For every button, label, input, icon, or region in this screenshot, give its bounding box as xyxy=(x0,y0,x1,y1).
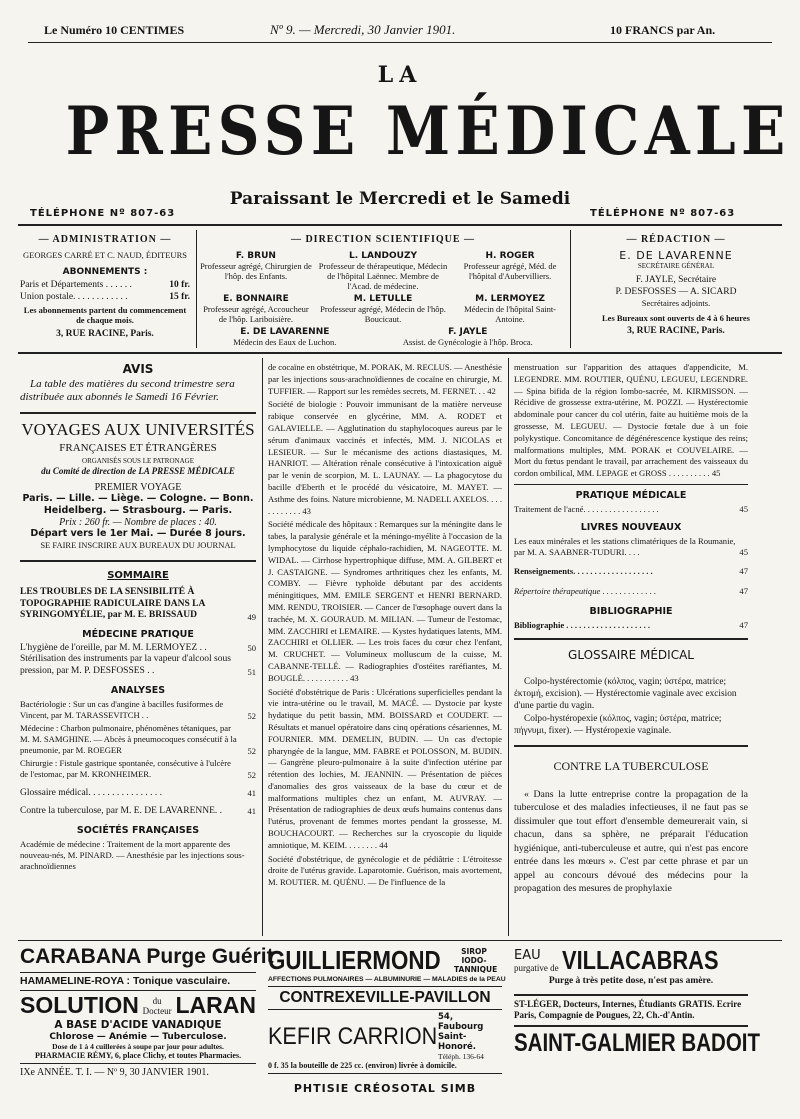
footer-issue: IXe ANNÉE. T. I. — Nº 9, 30 JANVIER 1901. xyxy=(20,1067,209,1078)
avis-text: La table des matières du second trimestre sera distribuée aux abonnés le Samedi 16 Février. xyxy=(20,378,235,403)
redaction-address: 3, RUE RACINE, Paris. xyxy=(627,326,725,336)
redaction-box xyxy=(576,234,776,338)
ad-laran-pharmacie: PHARMACIE RÉMY, 6, place Clichy, et toutes Pharmacies. xyxy=(34,1051,242,1060)
tuberculose-text: « Dans la lutte entreprise contre la propagation de la tuberculose et des maladies infectieuses, il ne faut pas se dissimuler que tout effort d'ensemble demeurerait vain, si chacun, dans sa sphère, ne préparait l'éducation hygiénique, anti-tuberculeuse et autre, qui n'est pas encore entrée dans les mœurs ». C'est par cette phrase et par un appel au concours dévoué des médecins pour la propagation des mesures de prophylaxie xyxy=(514,788,748,895)
abonnements-heading: ABONNEMENTS : xyxy=(62,267,148,277)
voyage-premier: PREMIER VOYAGE xyxy=(94,482,182,493)
administration-editors: GEORGES CARRÉ ET C. NAUD, ÉDITEURS xyxy=(23,250,187,260)
col2-para-4: Société d'obstétrique, de gynécologie et de pédiâtrie : L'étroitesse droite de l'utérus gravide. Laparotomie. Guérison, mais avortement, M. ROUTIER. M. QUÉNU. — De l'influence de la xyxy=(268,853,502,888)
director-lermoyez: M. LERMOYEZ Médecin de l'hôpital Saint-Antoine. xyxy=(464,294,557,324)
repertoire-line: Répertoire thérapeutique . . . . . . . . . . . . . 47 xyxy=(514,585,748,596)
ads-left xyxy=(20,945,274,1078)
voyage-prix: Prix : 260 fr. — Nombre de places : 40. xyxy=(59,517,217,528)
ad-villacabras: EAU purgative de VILLACABRAS xyxy=(514,945,719,975)
redaction-chief-title: SECRÉTAIRE GÉNÉRAL xyxy=(637,262,715,270)
ad-contrexeville: CONTREXEVILLE-PAVILLON xyxy=(279,989,491,1006)
director-roger: H. ROGER Professeur agrégé, Méd. de l'hôpital d'Aubervilliers. xyxy=(463,251,557,281)
glossaire-entry-1: Colpo-hystérectomie (κόλπος, vagin; ὑστέρα, matrice; ἐκτομή, excision). — Hystérectomie vaginale avec excision d'une partie du vagin. xyxy=(514,676,737,711)
ad-hamameline: HAMAMELINE-ROYA : Tonique vasculaire. xyxy=(20,975,231,987)
sommaire-item-4: ANALYSES xyxy=(110,685,166,696)
masthead-title: PRESSE MÉDICALE xyxy=(65,92,791,170)
sommaire-item-10: SOCIÉTÉS FRANÇAISES xyxy=(76,825,200,836)
redaction-chief: E. DE LAVARENNE xyxy=(619,249,733,262)
ad-phtisie: PHTISIE CRÉOSOTAL SIMB xyxy=(293,1082,477,1095)
sommaire-item-0: LES TROUBLES DE LA SENSIBILITÉ À TOPOGRAPHIE RADICULAIRE DANS LA SYRINGOMYÉLIE, par M. E. BRISSAUD 49 xyxy=(20,587,256,622)
redaction-heading: — RÉDACTION — xyxy=(626,234,726,245)
sommaire-heading: SOMMAIRE xyxy=(107,570,169,581)
ad-carabana: CARABANA Purge Guérit xyxy=(20,945,274,968)
sommaire-item-1: MÉDECINE PRATIQUE xyxy=(82,628,194,640)
sommaire-item-8: Glossaire médical. . . . . . . . . . . . . . . . 41 xyxy=(20,788,256,798)
col2-para-1: Société de biologie : Pouvoir immunisant de la matière nerveuse rabique conservée en glycérine, MM. A. RODET et GALAVIELLE. — Agglutination du staphylocoques aureus par le sérum d'animaux vaccinés et infectés, MM. J. NICOLAS et LESIEUR. — Sur le mécanisme des actions diastasiques, M. HANRIOT. — Altération rénale consécutive à l'intoxication aiguë par le venin de scorpion, M. L. LAUNAY. — La phagocytose du bacille d'Eberth et le procédé du vésicatoire, M. MAYET. — Asthme des foins. Nature microbienne, M. NADELL AXELOS. . . . . . . . . . . . 43 xyxy=(268,399,502,516)
bibliographie-line: Bibliographie . . . . . . . . . . . . . . . . . . . . 47 xyxy=(514,619,748,630)
redaction-hours: Les Bureaux sont ouverts de 4 à 6 heures xyxy=(602,313,750,323)
col3-para-1: menstruation sur l'apparition des attaques d'appendicite, M. LEGENDRE. MM. ROUTIER, QUÉNU, LEGUEU, LEGENDRE. — Spina bifida de la région lombo-sacrée, M. KIRMISSON. — Récidive de grossesse extra-utérine, M. POZZI. — Hystérectomie abdominale pour cancer du col utérin, faite au huitième mois de la grossesse, M. LEGUEU. — Dystocie fœtale due à un foie polykystique. Concomitance de dégénérescence kystique des reins; malformations multiples, MM. PORAK et COUVELAIRE. — Mort du fœtus pendant le travail, par arrachement des vaisseaux du cordon ombilical, MM. LEPAGE et GROSS . . . . . . . . . . 45 xyxy=(514,362,748,479)
glossaire-entry-2: Colpo-hystéropexie (κόλπος, vagin; ὑστέρα, matrice; πήγνυμι, fixer). — Hystéropexie vaginale. xyxy=(514,713,722,736)
voyages-subtitle: FRANÇAISES ET ÉTRANGÈRES xyxy=(59,442,217,454)
col2-para-2: Société médicale des hôpitaux : Remarques sur la méningite dans le tabes, la paralysie générale et la méningo-myélite à l'occasion de la lymphocytose du liquide céphalo-rachidien, M. NAGEOTTE. M. WIDAL. — Cirrhose hypertrophique diffuse, MM. A. GILBERT et J. CASTAIGNE. — Syndromes arthritiques chez les enfants, M. COMBY. — Fièvre typhoïde débutant par des accidents méningitiques, MM. EMILE SERGENT et HENRI BERNARD. MM. RENDU, TROISIER. — Cancer de l'œsophage ouvert dans la trachée, M. X. GOURAUD. M. MILIAN. — Tumeur de l'estomac, MM. ZACCHIRI et LEMAIRE. — Kystes hydatiques latents, MM. ZACCHIRI et OLLIER. — Les trois faces du cœur chez l'enfant, M. CRUCHET. — Volumineux molluscum de la cuisse, M. CABANNE-TELLÉ. — Radiographies d'ostéites raréfiantes, M. BOUGLÉ. . . . . . . . . . . 43 xyxy=(268,519,502,683)
direction-grid xyxy=(200,251,566,324)
ad-stleger: ST-LÉGER, Docteurs, Internes, Étudiants GRATIS. Ecrire Paris, Compagnie de Pougues, 22, Ch.-d'Antin. xyxy=(514,999,742,1020)
tuberculose-heading: CONTRE LA TUBERCULOSE xyxy=(553,758,709,773)
ad-solution-laran-title: SOLUTION du Docteur LARAN xyxy=(20,992,256,1018)
abonnement-note: Les abonnements partent du commencement de chaque mois. xyxy=(23,305,187,325)
tagline: Paraissant le Mercredi et le Samedi xyxy=(229,189,571,209)
director-brun: F. BRUN Professeur agrégé, Chirurgien de l'hôp. des Enfants. xyxy=(200,251,312,281)
telephone-left: TÉLÉPHONE Nº 807-63 xyxy=(30,208,176,219)
issue-date: Nº 9. — Mercredi, 30 Janvier 1901. xyxy=(270,22,456,37)
col2-para-3: Société d'obstétrique de Paris : Ulcérations superficielles pendant la vie intra-utérine ou le travail, M. MACÉ. — Dystocie par kyste hydatique du petit bassin, MM. BOISSARD et COUDERT. — Résultats et manuel opératoire dans cinq opérations césariennes, M. FOURNIER. MM. DEMELIN, BUDIN. — Un cas d'ectopie pharyngée de la langue, MM. FABRE et POLOSSON, M. BUDIN. — Gangrène pleuro-pulmonaire à la suite d'infection utérine par rétention des lochies, M. JEANNIN. — Présentation de pièces d'anomalies des gros vaisseaux de la base du cœur et de malformations multiples chez un enfant, M. AUVRAY. — Présentation de radiographies de deux œufs humains contenus dans l'utérus, provenant de femmes mortes pendant la grossesse, M. BOUCHACOURT. — Recherches sur la cryoscopie du liquide amniotique, M. KEIM. . . . . . . . 44 xyxy=(268,686,502,850)
ad-kefir-price: 0 f. 35 la bouteille de 225 cc. (environ) livrée à domicile. xyxy=(268,1061,457,1070)
ad-guilliermond: GUILLIERMOND SIROP IODO-TANNIQUE xyxy=(268,945,498,975)
column-1 xyxy=(20,362,256,872)
direction-box xyxy=(200,234,566,347)
pratique-line: Traitement de l'acné. . . . . . . . . . . . . . . . . . 45 xyxy=(514,503,748,514)
avis-heading: AVIS xyxy=(122,362,154,376)
sommaire-item-3: Stérilisation des instruments par la vapeur d'alcool sous pression, par M. P. DESFOSSES . . 51 xyxy=(20,654,256,677)
ad-badoit: SAINT-GALMIER BADOIT xyxy=(514,1029,760,1057)
ad-laran-line: Chlorose — Anémie — Tuberculose. xyxy=(49,1032,227,1042)
bibliographie-heading: BIBLIOGRAPHIE xyxy=(589,605,673,617)
sommaire-item-6: Médecine : Charbon pulmonaire, phénomènes tétaniques, par M. M. SAMGHINE. — Abcès à pneumocoques consécutif à la pneumonie, par M. ROEGER 52 xyxy=(20,723,256,756)
annual-price: 10 FRANCS par An. xyxy=(610,23,716,37)
director-letulle: M. LETULLE Professeur agrégé, Médecin de l'hôp. Boucicaut. xyxy=(320,294,446,324)
administration-heading: — ADMINISTRATION — xyxy=(38,234,172,245)
director-bonnaire: E. BONNAIRE Professeur agrégé, Accoucheur de l'hôp. Lariboisière. xyxy=(203,294,309,324)
voyages-org: ORGANISÉS SOUS LE PATRONAGE xyxy=(82,457,194,465)
livres-line: Les eaux minérales et les stations climatériques de la Roumanie, par M. A. SAABNER-TUDURI. . . . 45 xyxy=(514,535,748,557)
voyage-cities-2: Heidelberg. — Strasbourg. — Paris. xyxy=(43,505,233,516)
voyages-title: VOYAGES AUX UNIVERSITÉS xyxy=(21,420,255,439)
ad-villacabras-sub: Purge à très petite dose, n'est pas amère. xyxy=(548,976,714,986)
redaction-adjoints: P. DESFOSSES — A. SICARD xyxy=(615,286,737,297)
director-jayle: F. JAYLE Assist. de Gynécologie à l'hôp. Broca. xyxy=(402,327,533,347)
ad-laran-sub: A BASE D'ACIDE VANADIQUE xyxy=(54,1019,222,1031)
redaction-secretary: F. JAYLE, Secrétaire xyxy=(635,275,717,285)
ad-laran-dose: Dose de 1 à 4 cuillerées à soupe par jour pour adultes. xyxy=(52,1042,224,1051)
administration-address: 3, RUE RACINE, Paris. xyxy=(56,329,154,339)
administration-box xyxy=(20,234,190,341)
ad-kefir: KEFIR CARRION 54, Faubourg Saint-Honoré. Téléph. 136-64 xyxy=(268,1012,484,1061)
director-lavarenne: E. DE LAVARENNE Médecin des Eaux de Luchon. xyxy=(233,327,337,347)
sommaire-item-11: Académie de médecine : Traitement de la mort apparente des nouveau-nés, M. PINARD. — Anesthésie par les injections sous-arachnoïdiennes xyxy=(20,839,245,871)
renseignements-line: Renseignements. . . . . . . . . . . . . . . . . . . 47 xyxy=(514,565,748,576)
direction-bottom-row xyxy=(200,327,566,347)
voyage-inscrire: SE FAIRE INSCRIRE AUX BUREAUX DU JOURNAL xyxy=(40,540,236,550)
voyage-cities-1: Paris. — Lille. — Liège. — Cologne. — Bonn. xyxy=(22,493,254,504)
redaction-adjoints-title: Secrétaires adjoints. xyxy=(641,298,711,308)
sommaire-item-5: Bactériologie : Sur un cas d'angine à bacilles fusiformes de Vincent, par M. TARASSEVITCH . . 52 xyxy=(20,699,256,721)
abonnement-line-paris: Paris et Départements . . . . . . 10 fr. xyxy=(20,280,190,290)
col2-para-0: de cocaïne en obstétrique, M. PORAK, M. RECLUS. — Anesthésie par les injections sous-arachnoïdiennes de cocaïne en chirurgie, M. TUFFIER. — Rapport sur les remèdes secrets, M. FERNET. . . 42 xyxy=(268,362,502,396)
telephone-right: TÉLÉPHONE Nº 807-63 xyxy=(590,208,736,219)
livres-heading: LIVRES NOUVEAUX xyxy=(580,521,682,533)
sommaire-item-9: Contre la tuberculose, par M. E. DE LAVARENNE. . 41 xyxy=(20,806,256,816)
sommaire-item-7: Chirurgie : Fistule gastrique spontanée, consécutive à l'ulcère de l'estomac, par M. KRONHEIMER. 52 xyxy=(20,758,256,780)
column-2 xyxy=(268,362,502,889)
direction-heading: — DIRECTION SCIENTIFIQUE — xyxy=(290,234,476,245)
ads-middle xyxy=(268,945,506,1095)
voyage-depart: Départ vers le 1er Mai. — Durée 8 jours. xyxy=(30,528,246,539)
voyages-comite: du Comité de direction de LA PRESSE MÉDICALE xyxy=(41,466,235,476)
ads-right xyxy=(514,945,760,1058)
abonnement-line-union: Union postale. . . . . . . . . . . . 15 fr. xyxy=(20,291,190,302)
director-landouzy: L. LANDOUZY Professeur de thérapeutique, Médecin de l'hôpital Laënnec. Membre de l'Acad. de médecine. xyxy=(318,251,448,291)
pratique-heading: PRATIQUE MÉDICALE xyxy=(575,489,687,501)
glossaire-heading: GLOSSAIRE MÉDICAL xyxy=(568,647,694,662)
masthead-la: LA xyxy=(377,62,423,88)
sommaire-item-2: L'hygiène de l'oreille, par M. M. LERMOYEZ . . 50 xyxy=(20,642,256,653)
column-3 xyxy=(514,362,748,896)
issue-price-numero: Le Numéro 10 CENTIMES xyxy=(44,23,185,37)
ad-guilliermond-sub: AFFECTIONS PULMONAIRES — ALBUMINURIE — MALADIES de la PEAU xyxy=(268,976,506,983)
